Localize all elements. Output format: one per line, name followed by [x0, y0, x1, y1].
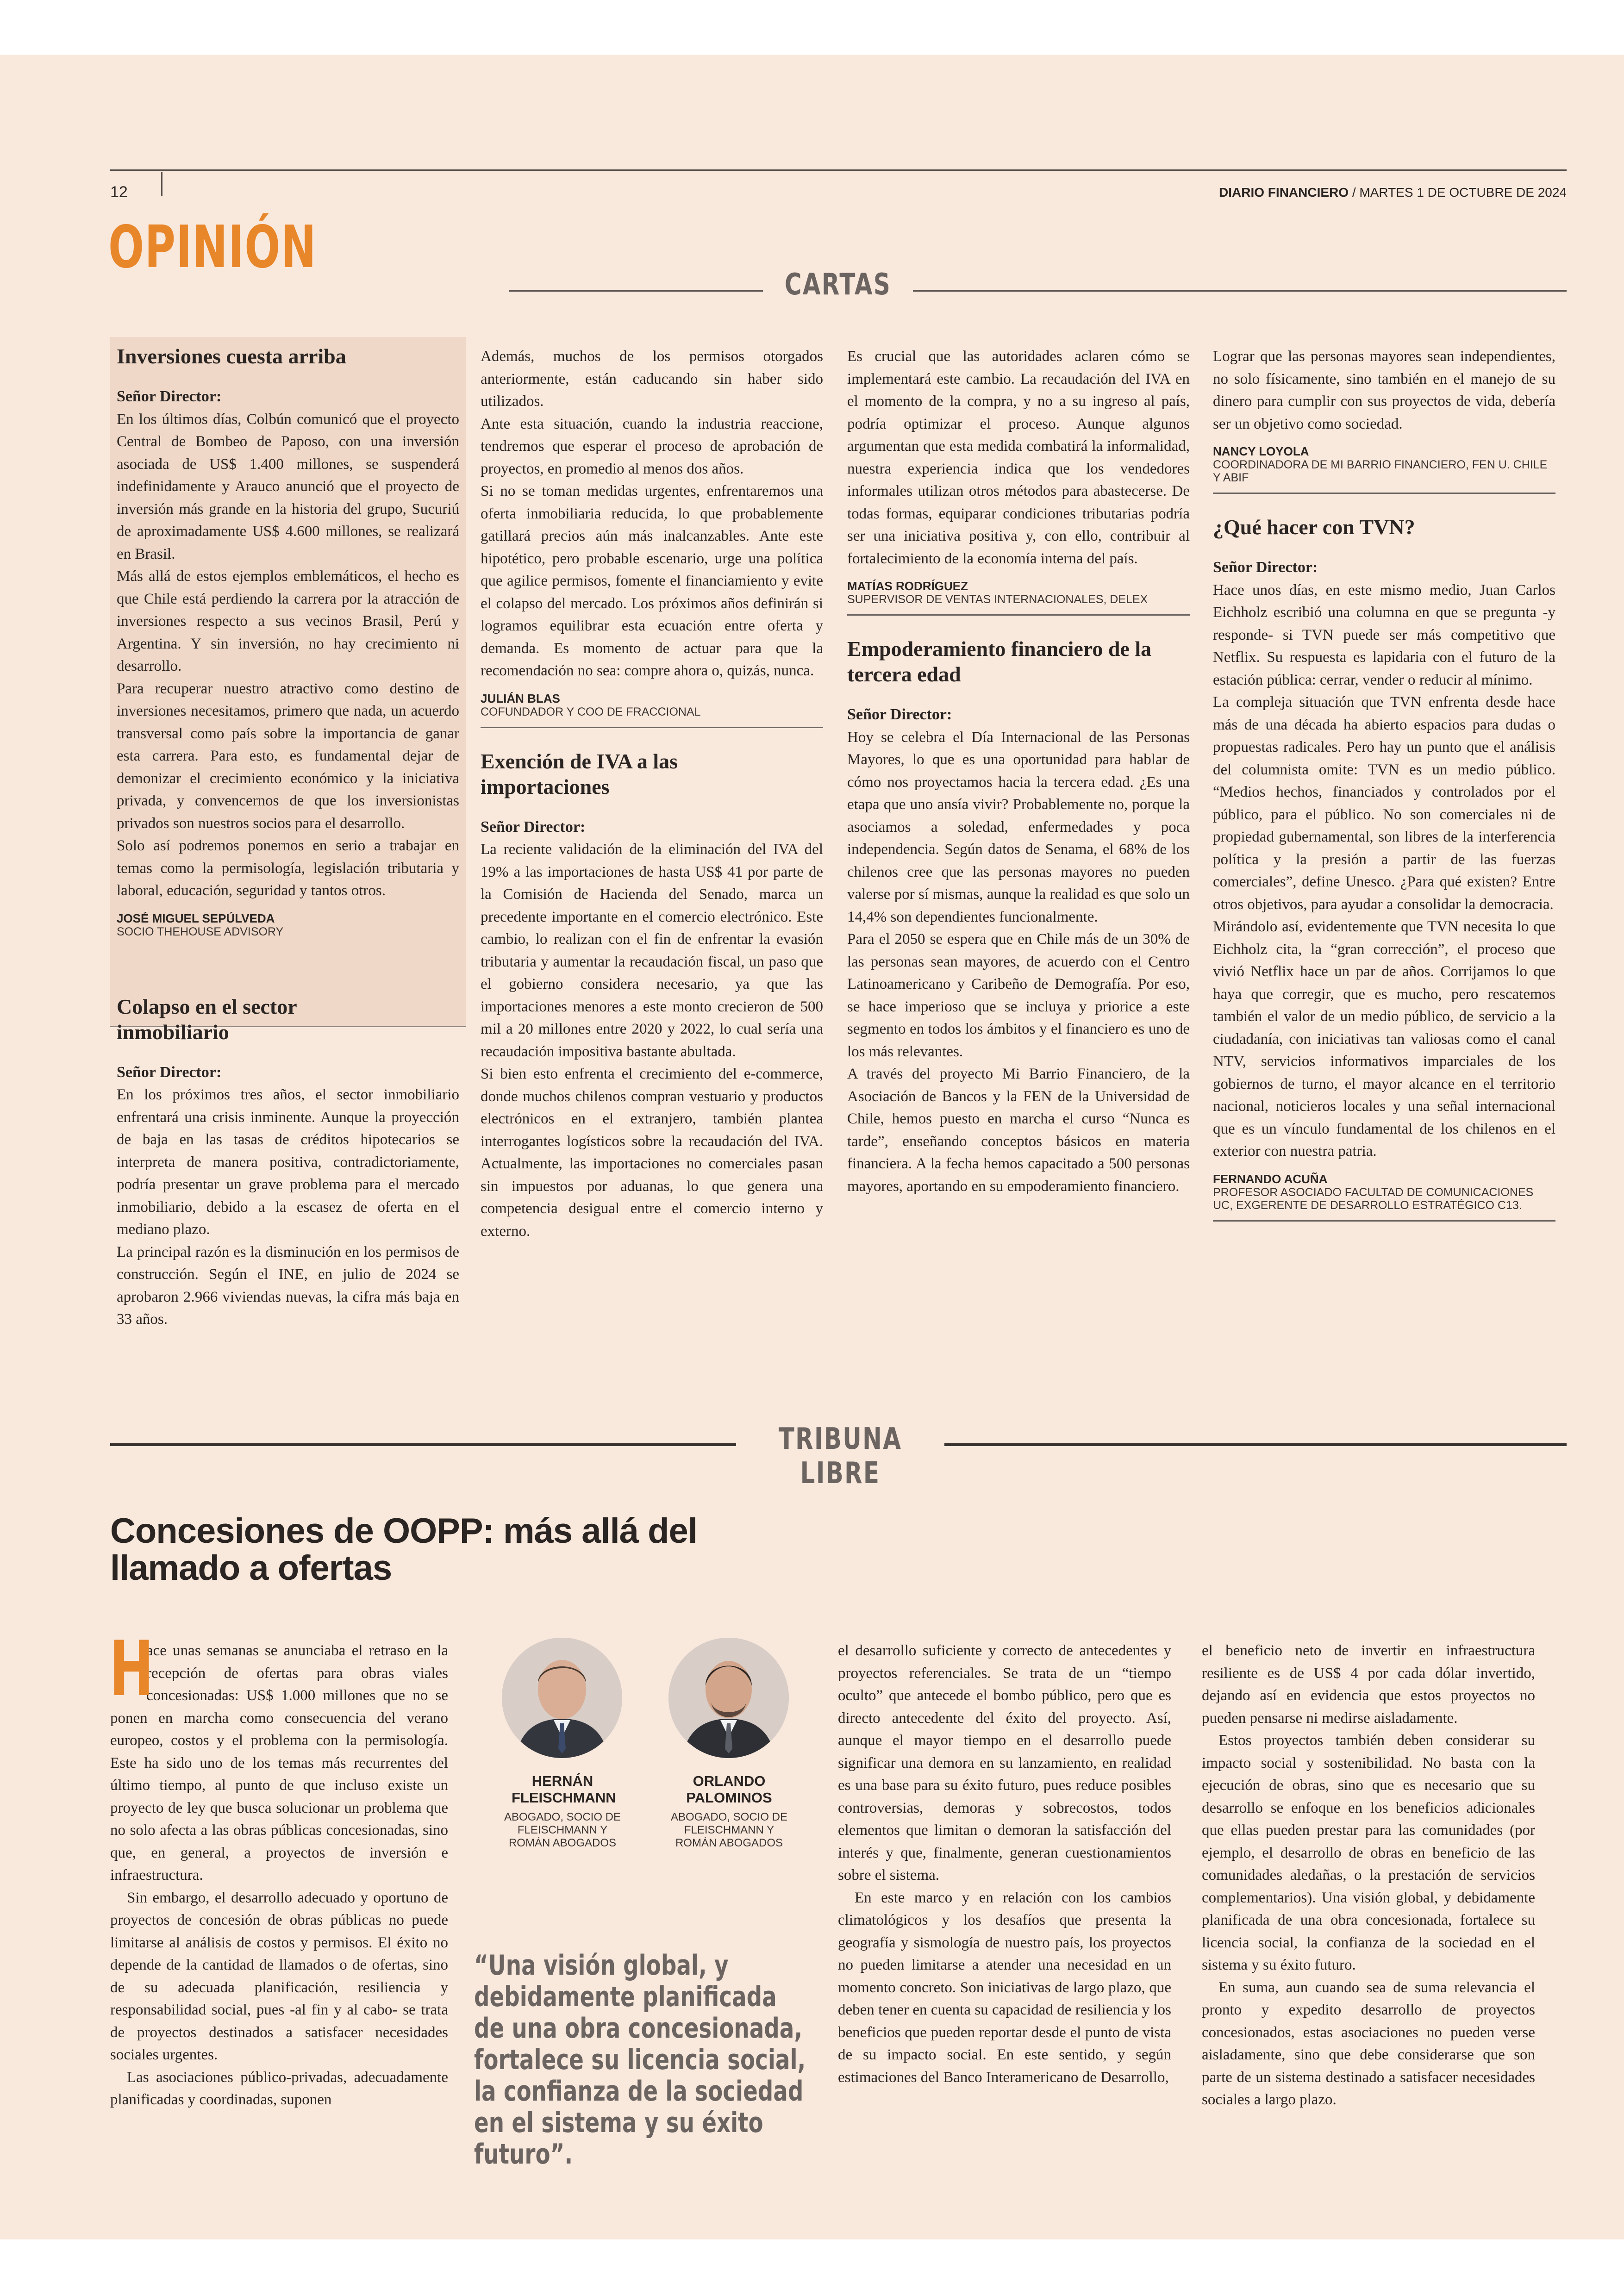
top-rule [110, 169, 1567, 171]
person-silhouette-icon [502, 1638, 622, 1758]
letter-paragraph: Hace unos días, en este mismo medio, Juan Carlos Eichholz escribió una columna en que se pregunta -y responde- si TVN puede ser más competitivo que Netflix. Su respuesta es lapidaria con el futuro de la estación pública: cerrar, vender o reducir al mínimo. [1213, 581, 1555, 688]
letter-paragraph: Si no se toman medidas urgentes, enfrentaremos una oferta inmobiliaria reducida, lo que probablemente gatillará precios aún más inalcanzables. Ante este hipotético, pero probable escenario, urge una política que agilice permisos, fomente el financiamiento y evite el colapso del mercado. Los próximos años definirán si logramos equilibrar esta ecuación entre oferta y demanda. Es momento de actuar para que la recomendación no sea: compre ahora o, quizás, nunca. [481, 483, 823, 679]
tribuna-band-title: TRIBUNA LIBRE [778, 1422, 902, 1491]
letter-divider [481, 727, 823, 728]
cartas-rule-right [913, 290, 1567, 292]
letter-salutation: Señor Director: [847, 706, 952, 723]
letter-tvn [1213, 514, 1555, 1222]
person-silhouette-icon [668, 1638, 789, 1758]
letter-paragraph: Hoy se celebra el Día Internacional de las Personas Mayores, lo que es una oportunidad para hablar de cómo nos proyectamos hacia la tercera edad. ¿Es una etapa que uno ansía vivir? Probablemente no, porque la asociamos a soledad, enfermedades y poca independencia. Según datos de Senama, el 68% de los chilenos cree que las personas mayores no pueden valerse por sí mismas, aunque la realidad es que solo un 14,4% son dependientes funcionalmente. [847, 729, 1190, 925]
letter-paragraph: A través del proyecto Mi Barrio Financiero, de la Asociación de Bancos y la FEN de la Universidad de Chile, hemos puesto en marcha el curso “Nunca es tarde”, enseñando conceptos básicos en materia financiera. A la fecha hemos capacitado a 500 personas mayores, aportando en su empoderamiento financiero. [847, 1066, 1190, 1195]
letter-paragraph: Solo así podremos ponernos en serio a trabajar en temas como la permisología, legislación tributaria y laboral, educación, seguridad y tantos otros. [117, 837, 459, 899]
tribuna-column-1 [109, 1625, 448, 2111]
tribuna-headline: Concesiones de OOPP: más allá del llamado a ofertas [110, 1511, 697, 1588]
author-card-palominos [648, 1773, 810, 1850]
tribuna-paragraph: Sin embargo, el desarrollo adecuado y oportuno de proyectos de concesión de obras públicas no puede limitarse al análisis de costos y permisos. El éxito no depende de la cantidad de llamados o de ofertas, sino de su adecuada planificación, resiliencia y responsabilidad social, pues -al fin y al cabo- se trata de proyectos destinados a satisfacer necesidades sociales urgentes. [110, 1889, 448, 2063]
letter-author-role: PROFESOR ASOCIADO FACULTAD DE COMUNICACIONES UC, EXGERENTE DE DESARROLLO ESTRATÉGICO C13. [1213, 1185, 1534, 1212]
tribuna-column-4 [1202, 1640, 1535, 2111]
letter-inversiones [117, 343, 459, 938]
tribuna-rule-left [110, 1443, 736, 1446]
letter-paragraph: Ante esta situación, cuando la industria reaccione, tendremos que esperar el proceso de aprobación de proyectos, en promedio al menos dos años. [481, 415, 823, 477]
cartas-column-3 [847, 345, 1190, 1197]
letter-author-role: COORDINADORA DE MI BARRIO FINANCIERO, FEN U. CHILE Y ABIF [1213, 458, 1548, 484]
letter-paragraph: En los últimos días, Colbún comunicó que el proyecto Central de Bombeo de Paposo, con una inversión asociada de US$ 1.400 millones, se suspenderá indefinidamente y Arauco anunció que el proyecto de inversión más grande en la historia del grupo, Sucuriú de aproximadamente US$ 4.600 millones, se realizará en Brasil. [117, 411, 459, 562]
masthead [1219, 185, 1567, 200]
letter-paragraph: La compleja situación que TVN enfrenta desde hace más de una década ha abierto espacios para dudas o propuestas radicales. Pero hay un punto que el análisis del columnista omite: TVN es un medio público. “Medios hechos, financiados y controlados por el público, para el público. No son comerciales ni de propiedad gubernamental, son libres de la interferencia política y la presión a partir de las fuerzas comerciales”, define Unesco. ¿Para qué existen? Entre otros objetivos, para ayudar a consolidar la democracia. [1213, 694, 1555, 913]
author-portrait-palominos [668, 1638, 789, 1758]
tribuna-paragraph: En este marco y en relación con los cambios climatológicos y los desafíos que presenta la geografía y sismología de nuestro país, los proyectos no pueden limitarse a atender una necesidad en un momento concreto. Son iniciativas de largo plazo, que deben tener en cuenta su capacidad de resiliencia y los beneficios que pueden reportar desde el punto de vista de su impacto social. En este sentido, y según estimaciones del Banco Interamericano de Desarrollo, [838, 1889, 1171, 2086]
letter-paragraph: En los próximos tres años, el sector inmobiliario enfrentará una crisis inminente. Aunque la proyección de baja en las tasas de créditos hipotecarios se interpreta de manera positiva, contradictoriamente, podría presentar un grave problema para el mercado inmobiliario, debido a la escasez de oferta en el mediano plazo. [117, 1086, 459, 1238]
letter-salutation: Señor Director: [1213, 559, 1318, 576]
newspaper-page [0, 55, 1624, 2239]
letter-divider [1213, 1220, 1555, 1222]
letter-title: ¿Qué hacer con TVN? [1213, 515, 1415, 539]
tribuna-rule-right [944, 1443, 1567, 1446]
tribuna-paragraph: En suma, aun cuando sea de suma relevancia el pronto y expedito desarrollo de proyectos concesionados, estas asociaciones no pueden verse aisladamente, sino que debe considerarse que son parte de un sistema destinado a satisfacer necesidades sociales a largo plazo. [1202, 1979, 1535, 2108]
tribuna-paragraph: el beneficio neto de invertir en infraestructura resiliente es de US$ 4 por cada dólar invertido, dejando así en evidencia que estos proyectos no pueden pensarse ni medirse aisladamente. [1202, 1642, 1535, 1727]
letter-title: Colapso en el sector inmobiliario [117, 994, 297, 1044]
letter-colapso [117, 994, 459, 1331]
author-portrait-fleischmann [502, 1638, 622, 1758]
letter-paragraph: La reciente validación de la eliminación del IVA del 19% a las importaciones de hasta US$ 41 por parte de la Comisión de Hacienda del Senado, marca un precedente importante en el comercio electrónico. Este cambio, lo realizan con el fin de enfrentar la evasión tributaria y aumentar la recaudación fiscal, un paso que el gobierno considera necesario, ya que las importaciones menores a este monto crecieron de 500 mil a 20 millones entre 2020 y 2022, lo cual sería una recaudación impositiva bastante abultada. [481, 841, 823, 1060]
letter-exencion-iva [481, 748, 823, 1243]
tribuna-paragraph: el desarrollo suficiente y correcto de antecedentes y proyectos referenciales. Se trata de un “tiempo oculto” que antecede el bombo público, pero que es directo antecedente del éxito del proyecto. Así, aunque el mayor tiempo en el desarrollo puede significar una demora en su lanzamiento, en realidad es una base para su éxito futuro, pues reduce posibles controversias, demoras y sobrecostos, todos elementos que limitan o demoran la satisfacción del interés y que, finalmente, generan cuestionamientos sobre el sistema. [838, 1642, 1171, 1883]
letter-author: NANCY LOYOLA [1213, 444, 1309, 458]
letter-divider [847, 614, 1190, 616]
letter-divider [1213, 493, 1555, 494]
tribuna-paragraph: ace unas semanas se anunciaba el retraso en la recepción de ofertas para obras viales concesionadas: US$ 1.000 millones que no se ponen en marcha como consecuencia del verano europeo, costos y el problema con la permisología. Este ha sido uno de los temas más recurrentes del último tiempo, al punto de que incluso existe un proyecto de ley que busca solucionar un problema que no solo afecta a las obras públicas concesionadas, sino que, en general, a proyectos de inversión e infraestructura. [110, 1642, 448, 1883]
letter-author-role: SUPERVISOR DE VENTAS INTERNACIONALES, DELEX [847, 593, 1148, 606]
tribuna-paragraph: Estos proyectos también deben considerar su impacto social y sostenibilidad. No basta con la ejecución de obras, sino que es necesario que su desarrollo se enfoque en los beneficios adicionales que ellas pueden prestar para las comunidades (por ejemplo, el desarrollo de obras en beneficio de las comunidades aledañas, o la prestación de servicios complementarios). Una visión global, y debidamente planificada de una obra concesionada, fortalece su licencia social, la confianza de la sociedad en el sistema y su éxito futuro. [1202, 1732, 1535, 1973]
letter-paragraph: Lograr que las personas mayores sean independientes, no solo físicamente, sino también en el manejo de su dinero para cumplir con sus proyectos de vida, debería ser un objetivo como sociedad. [1213, 348, 1555, 432]
letter-author: MATÍAS RODRÍGUEZ [847, 579, 968, 593]
letter-title: Empoderamiento financiero de la tercera edad [847, 637, 1152, 686]
cartas-column-2 [481, 345, 823, 1242]
letter-paragraph: Si bien esto enfrenta el crecimiento del e-commerce, donde muchos chilenos compran vestuario y productos electrónicos en el extranjero, también plantea interrogantes logísticos sobre la recaudación del IVA. Actualmente, las importaciones no comerciales pasan sin impuestos por aduanas, lo que genera una competencia desigual entre el comercio interno y externo. [481, 1066, 823, 1240]
letter-paragraph: Más allá de estos ejemplos emblemáticos, el hecho es que Chile está perdiendo la carrera por la atracción de inversiones respecto a sus vecinos Brasil, Perú y Argentina. Y sin inversión, no hay crecimiento ni desarrollo. [117, 568, 459, 674]
issue-date: / MARTES 1 DE OCTUBRE DE 2024 [1352, 185, 1567, 200]
letter-paragraph: Para recuperar nuestro atractivo como destino de inversiones necesitamos, primero que nada, un acuerdo transversal como país sobre la importancia de ganar esta carrera. Para esto, es fundamental dejar de demonizar el crecimiento económico y la iniciativa privada, y convencernos de que los inversionistas privados son nuestros socios para el desarrollo. [117, 680, 459, 832]
letter-paragraph: Además, muchos de los permisos otorgados anteriormente, están caducando sin haber sido utilizados. [481, 348, 823, 410]
cartas-column-1 [117, 343, 459, 1331]
letter-author: FERNANDO ACUÑA [1213, 1172, 1328, 1186]
letter-paragraph: Para el 2050 se espera que en Chile más de un 30% de las personas sean mayores, de acuerdo con el Centro Latinoamericano y Caribeño de Demografía. Por eso, se hace imperioso que se incluya y priorice a este segmento en todos los ámbitos y el financiero es uno de los más relevantes. [847, 931, 1190, 1060]
section-title: OPINIÓN [108, 213, 317, 281]
cartas-column-4 [1213, 345, 1555, 1222]
tribuna-paragraph: Las asociaciones público-privadas, adecuadamente planificadas y coordinadas, suponen [110, 2069, 448, 2108]
letter-title: Exención de IVA a las importaciones [481, 749, 678, 798]
page-number: 12 [110, 183, 128, 201]
letter-author: JOSÉ MIGUEL SEPÚLVEDA [117, 911, 275, 925]
pullquote: “Una visión global, y debidamente planificada de una obra concesionada, fortalece su licencia social, la confianza de la sociedad en el sistema y su éxito futuro”. [474, 1949, 806, 2170]
letter-paragraph: Es crucial que las autoridades aclaren cómo se implementará este cambio. La recaudación del IVA en el momento de la compra, y no a su ingreso al país, podría optimizar el proceso. Aunque algunos argumentan que esta medida combatirá la informalidad, nuestra experiencia indica que los vendedores informales utilizan otros métodos para abastecerse. De todas formas, equiparar condiciones tributarias podría ser una iniciativa positiva y, con ello, contribuir al fortalecimiento de la economía interna del país. [847, 348, 1190, 567]
tribuna-column-3 [838, 1640, 1171, 2089]
letter-title: Inversiones cuesta arriba [117, 344, 346, 368]
author-name: HERNÁN FLEISCHMANN [512, 1773, 616, 1806]
letter-empoderamiento [847, 636, 1190, 1197]
author-role: ABOGADO, SOCIO DE FLEISCHMANN Y ROMÁN ABOGADOS [504, 1811, 621, 1849]
author-name: ORLANDO PALOMINOS [686, 1773, 772, 1806]
letter-author-role: SOCIO THEHOUSE ADVISORY [117, 925, 284, 938]
author-role: ABOGADO, SOCIO DE FLEISCHMANN Y ROMÁN ABOGADOS [670, 1811, 788, 1849]
cartas-band-title: CARTAS [784, 268, 892, 302]
author-card-fleischmann [481, 1773, 643, 1850]
letter-salutation: Señor Director: [117, 1063, 222, 1081]
publication-name: DIARIO FINANCIERO [1219, 185, 1349, 200]
letter-paragraph: Mirándolo así, evidentemente que TVN necesita lo que Eichholz cita, la “gran corrección”, el proceso que vivió Netflix hace un par de años. Corrijamos lo que haya que corregir, que es mucho, pero rescatemos también el valor de un medio público, de servicio a la ciudadanía, con iniciativas tan valiosas como el canal NTV, servicios informativos imparciales de los gobiernos de turno, el mayor alcance en el territorio nacional, noticieros locales y una señal internacional que es un vínculo fundamental de los chilenos en el exterior con nuestra patria. [1213, 918, 1555, 1160]
letter-salutation: Señor Director: [117, 388, 222, 405]
letter-author: JULIÁN BLAS [481, 691, 560, 705]
letter-author-role: COFUNDADOR Y COO DE FRACCIONAL [481, 705, 701, 718]
page-number-divider [161, 172, 162, 196]
dropcap: H [109, 1625, 154, 1713]
cartas-rule-left [509, 290, 763, 292]
letter-salutation: Señor Director: [481, 818, 586, 836]
letter-paragraph: La principal razón es la disminución en los permisos de construcción. Según el INE, en julio de 2024 se aprobaron 2.966 viviendas nuevas, la cifra más baja en 33 años. [117, 1243, 459, 1328]
